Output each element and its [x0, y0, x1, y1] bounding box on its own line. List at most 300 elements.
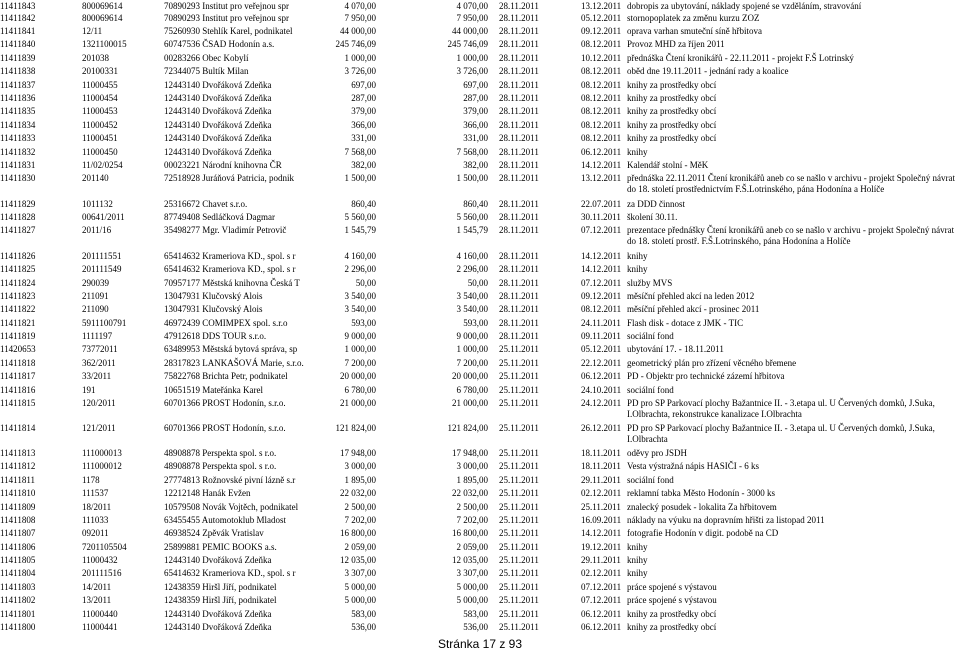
supplier-name: 35498277 Mgr. Vladimír Petrovič — [164, 225, 287, 235]
amount-value: 50,00 — [355, 278, 376, 288]
due-date: 28.11.2011 — [499, 53, 539, 63]
paid-value: 379,00 — [463, 106, 488, 116]
due-date: 25.11.2011 — [499, 555, 539, 565]
invoice-number: 201111549 — [82, 264, 122, 274]
purpose-text: znalecký posudek - lokalita Za hřbitovem — [627, 502, 777, 512]
paid-value: 44 000,00 — [452, 26, 488, 36]
amount-value: 4 160,00 — [344, 251, 376, 261]
purpose-text: knihy za prostředky obcí — [627, 609, 717, 619]
due-date: 28.11.2011 — [499, 106, 539, 116]
doc-number: 11411800 — [0, 622, 36, 632]
doc-number: 11411821 — [0, 318, 36, 328]
doc-number: 11411828 — [0, 212, 36, 222]
purpose-text: služby MVS — [627, 278, 673, 288]
doc-number: 11411842 — [0, 13, 36, 23]
invoice-number: 092011 — [82, 528, 109, 538]
amount-value: 2 500,00 — [344, 502, 376, 512]
purpose-text: za DDD činnost — [627, 199, 685, 209]
purpose-text: přednáška 22.11.2011 Čtení kronikářů aneb co se našlo v archivu - projekt Společný návrat do 18. století prostřednictvím F.Š.Lotrinského, pána Hodonína a Holíče — [627, 173, 955, 194]
amount-value: 9 000,00 — [344, 331, 376, 341]
doc-number: 11411806 — [0, 542, 36, 552]
doc-number: 11411834 — [0, 120, 36, 130]
supplier-name: 25316672 Chavet s.r.o. — [164, 199, 248, 209]
supplier-name: 12443140 Dvořáková Zdeňka — [164, 80, 272, 90]
doc-number: 11411801 — [0, 609, 36, 619]
table-row — [0, 398, 960, 420]
amount-value: 583,00 — [351, 609, 376, 619]
paid-value: 4 070,00 — [456, 1, 488, 11]
purpose-text: knihy za prostředky obcí — [627, 80, 717, 90]
purpose-text: PD pro SP Parkovací plochy Bažantnice II. - 3.etapa ul. U Červených domků, J.Suka, I.Olbrachta, rekonstrukce kanalizace I.Olbrachta — [627, 398, 935, 419]
doc-number: 11411805 — [0, 555, 36, 565]
due-date: 25.11.2011 — [499, 398, 539, 408]
payment-date: 10.12.2011 — [581, 53, 622, 63]
due-date: 28.11.2011 — [499, 93, 539, 103]
payment-date: 06.12.2011 — [581, 371, 622, 381]
doc-number: 11411835 — [0, 106, 36, 116]
due-date: 28.11.2011 — [499, 225, 539, 235]
purpose-text: práce spojené s výstavou — [627, 582, 717, 592]
invoice-number: 11000455 — [82, 80, 118, 90]
doc-number: 11420653 — [0, 344, 36, 354]
paid-value: 7 200,00 — [456, 358, 488, 368]
supplier-name: 12438359 Hiršl Jiří, podnikatel — [164, 582, 277, 592]
supplier-name: 13047931 Klučovský Alois — [164, 304, 263, 314]
invoice-number: 211090 — [82, 304, 109, 314]
supplier-name: 27774813 Rožnovské pivní lázně s.r — [164, 475, 296, 485]
paid-value: 121 824,00 — [447, 423, 488, 433]
payment-date: 22.07.2011 — [581, 199, 622, 209]
paid-value: 5 560,00 — [456, 212, 488, 222]
due-date: 28.11.2011 — [499, 278, 539, 288]
paid-value: 12 035,00 — [452, 555, 488, 565]
supplier-name: 12443140 Dvořáková Zdeňka — [164, 93, 272, 103]
invoice-number: 120/2011 — [82, 398, 116, 408]
supplier-name: 12212148 Hanák Evžen — [164, 488, 251, 498]
payment-date: 05.12.2011 — [581, 344, 622, 354]
paid-value: 7 950,00 — [456, 13, 488, 23]
invoice-number: 11000450 — [82, 147, 118, 157]
paid-value: 3 726,00 — [456, 66, 488, 76]
supplier-name: 65414632 Krameriova KD., spol. s r — [164, 568, 296, 578]
payment-date: 25.11.2011 — [581, 502, 621, 512]
amount-value: 3 307,00 — [344, 568, 376, 578]
purpose-text: práce spojené s výstavou — [627, 595, 717, 605]
invoice-number: 111000012 — [82, 461, 122, 471]
paid-value: 20 000,00 — [452, 371, 488, 381]
payment-date: 24.10.2011 — [581, 385, 622, 395]
supplier-name: 48908878 Perspekta spol. s r.o. — [164, 461, 277, 471]
invoice-number: 73772011 — [82, 344, 118, 354]
invoice-number: 11000440 — [82, 609, 118, 619]
doc-number: 11411825 — [0, 264, 36, 274]
doc-number: 11411816 — [0, 385, 36, 395]
supplier-name: 63455455 Automotoklub Mladost — [164, 515, 287, 525]
due-date: 28.11.2011 — [499, 26, 539, 36]
paid-value: 583,00 — [463, 609, 488, 619]
invoice-number: 12/11 — [82, 26, 103, 36]
invoice-number: 191 — [82, 385, 96, 395]
paid-value: 1 000,00 — [456, 53, 488, 63]
due-date: 25.11.2011 — [499, 385, 539, 395]
paid-value: 6 780,00 — [456, 385, 488, 395]
purpose-text: oběd dne 19.11.2011 - jednání rady a koalice — [627, 66, 789, 76]
invoice-number: 201111516 — [82, 568, 122, 578]
doc-number: 11411814 — [0, 423, 36, 433]
invoice-number: 1111197 — [82, 331, 113, 341]
invoice-number: 5911100791 — [82, 318, 127, 328]
due-date: 28.11.2011 — [499, 133, 539, 143]
doc-number: 11411802 — [0, 595, 36, 605]
due-date: 25.11.2011 — [499, 358, 539, 368]
payment-date: 02.12.2011 — [581, 488, 622, 498]
paid-value: 4 160,00 — [456, 251, 488, 261]
amount-value: 7 568,00 — [344, 147, 376, 157]
supplier-name: 46972439 COMIMPEX spol. s.r.o — [164, 318, 288, 328]
doc-number: 11411830 — [0, 173, 36, 183]
payment-date: 14.12.2011 — [581, 251, 622, 261]
payment-date: 29.11.2011 — [581, 475, 621, 485]
payment-date: 06.12.2011 — [581, 147, 622, 157]
payment-date: 08.12.2011 — [581, 93, 622, 103]
purpose-text: dobropis za ubytování, náklady spojené se vzděláním, stravování — [627, 1, 862, 11]
paid-value: 536,00 — [463, 622, 488, 632]
table-row — [0, 423, 960, 445]
amount-value: 12 035,00 — [340, 555, 376, 565]
supplier-name: 00283266 Obec Kobylí — [164, 53, 249, 63]
supplier-name: 47912618 DDS TOUR s.r.o. — [164, 331, 267, 341]
purpose-text: knihy za prostředky obcí — [627, 93, 717, 103]
doc-number: 11411843 — [0, 1, 36, 11]
due-date: 28.11.2011 — [499, 199, 539, 209]
due-date: 28.11.2011 — [499, 160, 539, 170]
invoice-number: 33/2011 — [82, 371, 112, 381]
amount-value: 5 560,00 — [344, 212, 376, 222]
amount-value: 3 000,00 — [344, 461, 376, 471]
purpose-text: Flash disk - dotace z JMK - TIC — [627, 318, 744, 328]
amount-value: 1 000,00 — [344, 53, 376, 63]
doc-number: 11411822 — [0, 304, 36, 314]
paid-value: 1 545,79 — [456, 225, 488, 235]
invoice-number: 1178 — [82, 475, 100, 485]
purpose-text: měsíční přehled akcí na leden 2012 — [627, 291, 755, 301]
due-date: 25.11.2011 — [499, 542, 539, 552]
payment-date: 29.11.2011 — [581, 555, 621, 565]
amount-value: 366,00 — [351, 120, 376, 130]
supplier-name: 70890293 Institut pro veřejnou spr — [164, 1, 289, 11]
paid-value: 21 000,00 — [452, 398, 488, 408]
purpose-text: knihy — [627, 264, 648, 274]
due-date: 25.11.2011 — [499, 622, 539, 632]
paid-value: 5 000,00 — [456, 582, 488, 592]
purpose-text: přednáška Čtení kronikářů - 22.11.2011 - projekt F.Š Lotrinský — [627, 53, 854, 63]
purpose-text: knihy za prostředky obcí — [627, 120, 717, 130]
doc-number: 11411810 — [0, 488, 36, 498]
purpose-text: měsíční přehled akcí - prosinec 2011 — [627, 304, 760, 314]
amount-value: 4 070,00 — [344, 1, 376, 11]
purpose-text: reklamní tabka Město Hodonín - 3000 ks — [627, 488, 775, 498]
invoice-number: 111000013 — [82, 448, 122, 458]
payment-date: 08.12.2011 — [581, 304, 622, 314]
supplier-name: 12438359 Hiršl Jiří, podnikatel — [164, 595, 277, 605]
paid-value: 3 540,00 — [456, 291, 488, 301]
payment-date: 07.12.2011 — [581, 278, 622, 288]
supplier-name: 63489953 Městská bytová správa, sp — [164, 344, 298, 354]
due-date: 28.11.2011 — [499, 173, 539, 183]
purpose-text: knihy — [627, 147, 648, 157]
invoice-number: 800069614 — [82, 13, 123, 23]
purpose-text: PD pro SP Parkovací plochy Bažantnice II. - 3.etapa ul. U Červených domků, J.Suka, I.Olbrachta — [627, 423, 935, 444]
paid-value: 5 000,00 — [456, 595, 488, 605]
amount-value: 7 950,00 — [344, 13, 376, 23]
paid-value: 22 032,00 — [452, 488, 488, 498]
invoice-number: 2011/16 — [82, 225, 112, 235]
due-date: 28.11.2011 — [499, 291, 539, 301]
doc-number: 11411818 — [0, 358, 36, 368]
payment-date: 09.12.2011 — [581, 26, 622, 36]
invoice-number: 1011132 — [82, 199, 113, 209]
payment-date: 08.12.2011 — [581, 106, 622, 116]
purpose-text: PD - Objektr pro technické zázemí hřbitova — [627, 371, 785, 381]
doc-number: 11411836 — [0, 93, 36, 103]
invoice-number: 7201105504 — [82, 542, 127, 552]
due-date: 25.11.2011 — [499, 515, 539, 525]
purpose-text: sociální fond — [627, 385, 674, 395]
invoice-number: 290039 — [82, 278, 109, 288]
payment-date: 13.12.2011 — [581, 173, 622, 183]
doc-number: 11411832 — [0, 147, 36, 157]
paid-value: 16 800,00 — [452, 528, 488, 538]
payment-date: 06.12.2011 — [581, 609, 622, 619]
purpose-text: Vesta výstražná nápis HASIČI - 6 ks — [627, 461, 759, 471]
doc-number: 11411807 — [0, 528, 36, 538]
payment-date: 05.12.2011 — [581, 13, 622, 23]
doc-number: 11411841 — [0, 26, 36, 36]
invoice-number: 11000452 — [82, 120, 118, 130]
supplier-name: 10579508 Novák Vojtěch, podnikatel — [164, 502, 299, 512]
due-date: 25.11.2011 — [499, 448, 539, 458]
purpose-text: oděvy pro JSDH — [627, 448, 687, 458]
table-row — [0, 173, 960, 195]
invoice-number: 362/2011 — [82, 358, 116, 368]
supplier-name: 65414632 Krameriova KD., spol. s r — [164, 264, 296, 274]
paid-value: 7 568,00 — [456, 147, 488, 157]
paid-value: 1 000,00 — [456, 344, 488, 354]
paid-value: 17 948,00 — [452, 448, 488, 458]
payment-date: 06.12.2011 — [581, 622, 622, 632]
amount-value: 121 824,00 — [335, 423, 376, 433]
doc-number: 11411829 — [0, 199, 36, 209]
paid-value: 1 500,00 — [456, 173, 488, 183]
invoice-number: 201140 — [82, 173, 109, 183]
supplier-name: 70957177 Městská knihovna Česká T — [164, 278, 300, 288]
due-date: 25.11.2011 — [499, 568, 539, 578]
due-date: 25.11.2011 — [499, 582, 539, 592]
invoice-number: 1321100015 — [82, 39, 127, 49]
due-date: 28.11.2011 — [499, 147, 539, 157]
invoice-number: 13/2011 — [82, 595, 112, 605]
invoice-number: 20100331 — [82, 66, 118, 76]
amount-value: 44 000,00 — [340, 26, 376, 36]
invoice-number: 111537 — [82, 488, 109, 498]
amount-value: 21 000,00 — [340, 398, 376, 408]
doc-number: 11411819 — [0, 331, 36, 341]
doc-number: 11411823 — [0, 291, 36, 301]
payment-date: 08.12.2011 — [581, 80, 622, 90]
doc-number: 11411840 — [0, 39, 36, 49]
purpose-text: knihy — [627, 568, 648, 578]
paid-value: 2 059,00 — [456, 542, 488, 552]
payment-date: 08.12.2011 — [581, 39, 622, 49]
amount-value: 697,00 — [351, 80, 376, 90]
invoice-number: 111033 — [82, 515, 109, 525]
doc-number: 11411804 — [0, 568, 36, 578]
payment-date: 13.12.2011 — [581, 1, 622, 11]
amount-value: 16 800,00 — [340, 528, 376, 538]
doc-number: 11411837 — [0, 80, 36, 90]
invoice-number: 211091 — [82, 291, 109, 301]
paid-value: 9 000,00 — [456, 331, 488, 341]
doc-number: 11411839 — [0, 53, 36, 63]
amount-value: 379,00 — [351, 106, 376, 116]
invoice-number: 11000451 — [82, 133, 118, 143]
due-date: 28.11.2011 — [499, 212, 539, 222]
due-date: 25.11.2011 — [499, 344, 539, 354]
payment-date: 24.11.2011 — [581, 318, 621, 328]
paid-value: 3 540,00 — [456, 304, 488, 314]
paid-value: 331,00 — [463, 133, 488, 143]
payment-date: 02.12.2011 — [581, 568, 622, 578]
purpose-text: ubytování 17. - 18.11.2011 — [627, 344, 724, 354]
doc-number: 11411826 — [0, 251, 36, 261]
supplier-name: 48908878 Perspekta spol. s r.o. — [164, 448, 277, 458]
purpose-text: sociální fond — [627, 331, 674, 341]
doc-number: 11411808 — [0, 515, 36, 525]
doc-number: 11411838 — [0, 66, 36, 76]
amount-value: 7 202,00 — [344, 515, 376, 525]
supplier-name: 12443140 Dvořáková Zdeňka — [164, 120, 272, 130]
purpose-text: geometrický plán pro zřízení věcného břemene — [627, 358, 797, 368]
invoice-number: 11000454 — [82, 93, 118, 103]
supplier-name: 60701366 PROST Hodonín, s.r.o. — [164, 398, 286, 408]
supplier-name: 13047931 Klučovský Alois — [164, 291, 263, 301]
supplier-name: 12443140 Dvořáková Zdeňka — [164, 133, 272, 143]
due-date: 28.11.2011 — [499, 39, 539, 49]
invoice-number: 800069614 — [82, 1, 123, 11]
invoice-number: 14/2011 — [82, 582, 112, 592]
due-date: 25.11.2011 — [499, 423, 539, 433]
payment-date: 14.12.2011 — [581, 528, 622, 538]
amount-value: 860,40 — [351, 199, 376, 209]
amount-value: 5 000,00 — [344, 595, 376, 605]
payment-date: 09.12.2011 — [581, 291, 622, 301]
amount-value: 17 948,00 — [340, 448, 376, 458]
supplier-name: 72344075 Bultík Milan — [164, 66, 249, 76]
doc-number: 11411827 — [0, 225, 36, 235]
invoice-number: 201111551 — [82, 251, 122, 261]
due-date: 28.11.2011 — [499, 304, 539, 314]
purpose-text: fotografie Hodonín v digit. podobě na CD — [627, 528, 779, 538]
payment-date: 18.11.2011 — [581, 448, 621, 458]
purpose-text: Kalendář stolní - MěK — [627, 160, 709, 170]
paid-value: 366,00 — [463, 120, 488, 130]
purpose-text: stornopoplatek za změnu kurzu ZOZ — [627, 13, 760, 23]
purpose-text: knihy — [627, 542, 648, 552]
payment-date: 24.12.2011 — [581, 398, 622, 408]
invoice-number: 121/2011 — [82, 423, 116, 433]
due-date: 25.11.2011 — [499, 488, 539, 498]
supplier-name: 60701366 PROST Hodonín, s.r.o. — [164, 423, 286, 433]
payment-date: 16.09.2011 — [581, 515, 622, 525]
amount-value: 3 726,00 — [344, 66, 376, 76]
payment-date: 08.12.2011 — [581, 66, 622, 76]
table-row — [0, 225, 960, 247]
purpose-text: sociální fond — [627, 475, 674, 485]
supplier-name: 25899881 PEMIC BOOKS a.s. — [164, 542, 277, 552]
amount-value: 2 296,00 — [344, 264, 376, 274]
doc-number: 11411815 — [0, 398, 36, 408]
supplier-name: 72518928 Juráňová Patricia, podnik — [164, 173, 294, 183]
amount-value: 1 000,00 — [344, 344, 376, 354]
doc-number: 11411811 — [0, 475, 35, 485]
due-date: 28.11.2011 — [499, 1, 539, 11]
due-date: 28.11.2011 — [499, 80, 539, 90]
paid-value: 245 746,09 — [447, 39, 488, 49]
paid-value: 860,40 — [463, 199, 488, 209]
amount-value: 1 500,00 — [344, 173, 376, 183]
supplier-name: 12443140 Dvořáková Zdeňka — [164, 106, 272, 116]
paid-value: 7 202,00 — [456, 515, 488, 525]
invoice-number: 11000453 — [82, 106, 118, 116]
amount-value: 22 032,00 — [340, 488, 376, 498]
invoice-number: 11000441 — [82, 622, 118, 632]
doc-number: 11411809 — [0, 502, 36, 512]
due-date: 25.11.2011 — [499, 609, 539, 619]
amount-value: 245 746,09 — [335, 39, 376, 49]
purpose-text: knihy — [627, 555, 648, 565]
supplier-name: 00023221 Národní knihovna ČR — [164, 160, 282, 170]
purpose-text: školení 30.11. — [627, 212, 678, 222]
page-number-footer: Stránka 17 z 93 — [437, 637, 523, 651]
payment-date: 18.11.2011 — [581, 461, 621, 471]
paid-value: 697,00 — [463, 80, 488, 90]
amount-value: 3 540,00 — [344, 291, 376, 301]
doc-number: 11411833 — [0, 133, 36, 143]
paid-value: 3 000,00 — [456, 461, 488, 471]
supplier-name: 87749408 Sedláčková Dagmar — [164, 212, 275, 222]
purpose-text: oprava varhan smuteční síně hřbitova — [627, 26, 762, 36]
supplier-name: 28317823 LANKAŠOVÁ Marie, s.r.o. — [164, 358, 304, 368]
paid-value: 287,00 — [463, 93, 488, 103]
paid-value: 50,00 — [467, 278, 488, 288]
payment-date: 30.11.2011 — [581, 212, 621, 222]
purpose-text: knihy — [627, 251, 648, 261]
amount-value: 1 895,00 — [344, 475, 376, 485]
amount-value: 536,00 — [351, 622, 376, 632]
amount-value: 6 780,00 — [344, 385, 376, 395]
amount-value: 1 545,79 — [344, 225, 376, 235]
supplier-name: 75822768 Brichta Petr, podnikatel — [164, 371, 288, 381]
due-date: 28.11.2011 — [499, 13, 539, 23]
supplier-name: 65414632 Krameriova KD., spol. s r — [164, 251, 296, 261]
doc-number: 11411831 — [0, 160, 36, 170]
doc-number: 11411817 — [0, 371, 36, 381]
invoice-number: 00641/2011 — [82, 212, 125, 222]
invoice-number: 18/2011 — [82, 502, 112, 512]
paid-value: 382,00 — [463, 160, 488, 170]
payment-date: 14.12.2011 — [581, 160, 622, 170]
due-date: 28.11.2011 — [499, 66, 539, 76]
